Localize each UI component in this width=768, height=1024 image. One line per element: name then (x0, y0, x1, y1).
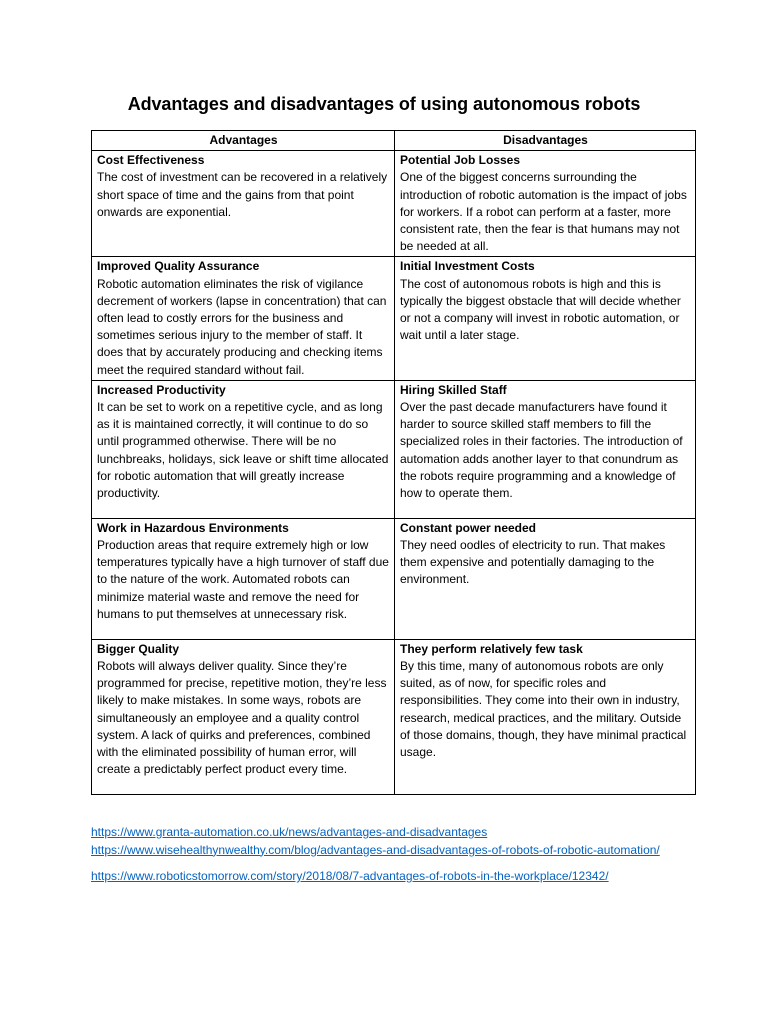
advantage-title: Cost Effectiveness (97, 153, 205, 168)
advantage-body: Production areas that require extremely high or low temperatures typically have a high turnover of staff due to the nature of the work. Automated robots can minimize material waste and remove the need for humans to put themselves at unnecessary risk. (97, 538, 389, 621)
disadvantage-body: By this time, many of autonomous robots are only suited, as of now, for specific roles and responsibilities. They come into their own in industry, research, medical practices, and the military. Outside of those domains, though, they have minimal practical usage. (400, 659, 687, 760)
advantage-body: The cost of investment can be recovered in a relatively short space of time and the gains from that point onwards are exponential. (97, 170, 388, 219)
table-header-row (92, 131, 696, 151)
disadvantage-cell (395, 257, 696, 380)
disadvantage-body: They need oodles of electricity to run. That makes them expensive and potentially damaging to the environment. (400, 538, 666, 587)
disadvantage-title: They perform relatively few task (400, 641, 583, 656)
advantage-cell (92, 257, 395, 380)
advantage-body: Robotic automation eliminates the risk of vigilance decrement of workers (lapse in concentration) that can often lead to costly errors for the business and sometimes serious injury to the member of staff. It does that by accurately producing and checking items meet the required standard without fail. (97, 276, 387, 377)
advantage-cell (92, 380, 395, 518)
advantage-title: Increased Productivity (97, 382, 226, 397)
reference-link-wisehealthynwealthy[interactable]: https://www.wisehealthynwealthy.com/blog/advantages-and-disadvantages-of-robots-of-robotic-automation/ (91, 842, 660, 857)
disadvantage-title: Hiring Skilled Staff (400, 382, 507, 397)
disadvantage-title: Potential Job Losses (400, 153, 521, 168)
reference-link-roboticstomorrow[interactable]: https://www.roboticstomorrow.com/story/2018/08/7-advantages-of-robots-in-the-workplace/12342/ (91, 869, 609, 883)
advantage-title: Improved Quality Assurance (97, 259, 260, 274)
disadvantage-cell (395, 151, 696, 257)
reference-link-granta[interactable]: https://www.granta-automation.co.uk/news/advantages-and-disadvantages (91, 825, 488, 839)
advantage-cell (92, 151, 395, 257)
disadvantage-cell (395, 380, 696, 518)
disadvantage-title: Constant power needed (400, 520, 537, 535)
advantage-body: Robots will always deliver quality. Since they’re programmed for precise, repetitive motion, they’re less likely to make mistakes. In some ways, robots are simultaneously an employee and a quality control system. A lack of quirks and preferences, combined with the eliminated possibility of human error, will create a predictably perfect product every time. (97, 659, 387, 777)
disadvantage-body: Over the past decade manufacturers have found it harder to source skilled staff members to fill the specialized roles in their factories. The introduction of automation adds another layer to that conundrum as the robots require programming and a knowledge of how to operate them. (400, 400, 683, 501)
table-row (92, 151, 696, 257)
reference-links (91, 824, 695, 886)
advantage-cell (92, 518, 395, 639)
table-row (92, 518, 696, 639)
table-row (92, 257, 696, 380)
disadvantage-body: The cost of autonomous robots is high and this is typically the biggest obstacle that will decide whether or not a company will invest in robotic automation, or wait until a later stage. (400, 276, 681, 343)
disadvantage-cell (395, 639, 696, 794)
table-row (92, 380, 696, 518)
disadvantage-title: Initial Investment Costs (400, 259, 535, 274)
page-title: Advantages and disadvantages of using autonomous robots (127, 94, 641, 114)
table-row (92, 639, 696, 794)
disadvantage-body: One of the biggest concerns surrounding the introduction of robotic automation is the impact of jobs for workers. If a robot can perform at a faster, more consistent rate, then the fear is that humans may not be needed at all. (400, 170, 687, 254)
disadvantage-cell (395, 518, 696, 639)
advantage-title: Bigger Quality (97, 641, 180, 656)
advantage-body: It can be set to work on a repetitive cycle, and as long as it is maintained correctly, it will continue to do so until programmed otherwise. There will be no lunchbreaks, holidays, sick leave or shift time allocated for robotic automation that will greatly increase productivity. (97, 400, 389, 501)
advantages-header: Advantages (92, 131, 395, 151)
advantage-title: Work in Hazardous Environments (97, 520, 289, 535)
comparison-table (91, 130, 696, 795)
disadvantages-header: Disadvantages (395, 131, 696, 151)
advantage-cell (92, 639, 395, 794)
